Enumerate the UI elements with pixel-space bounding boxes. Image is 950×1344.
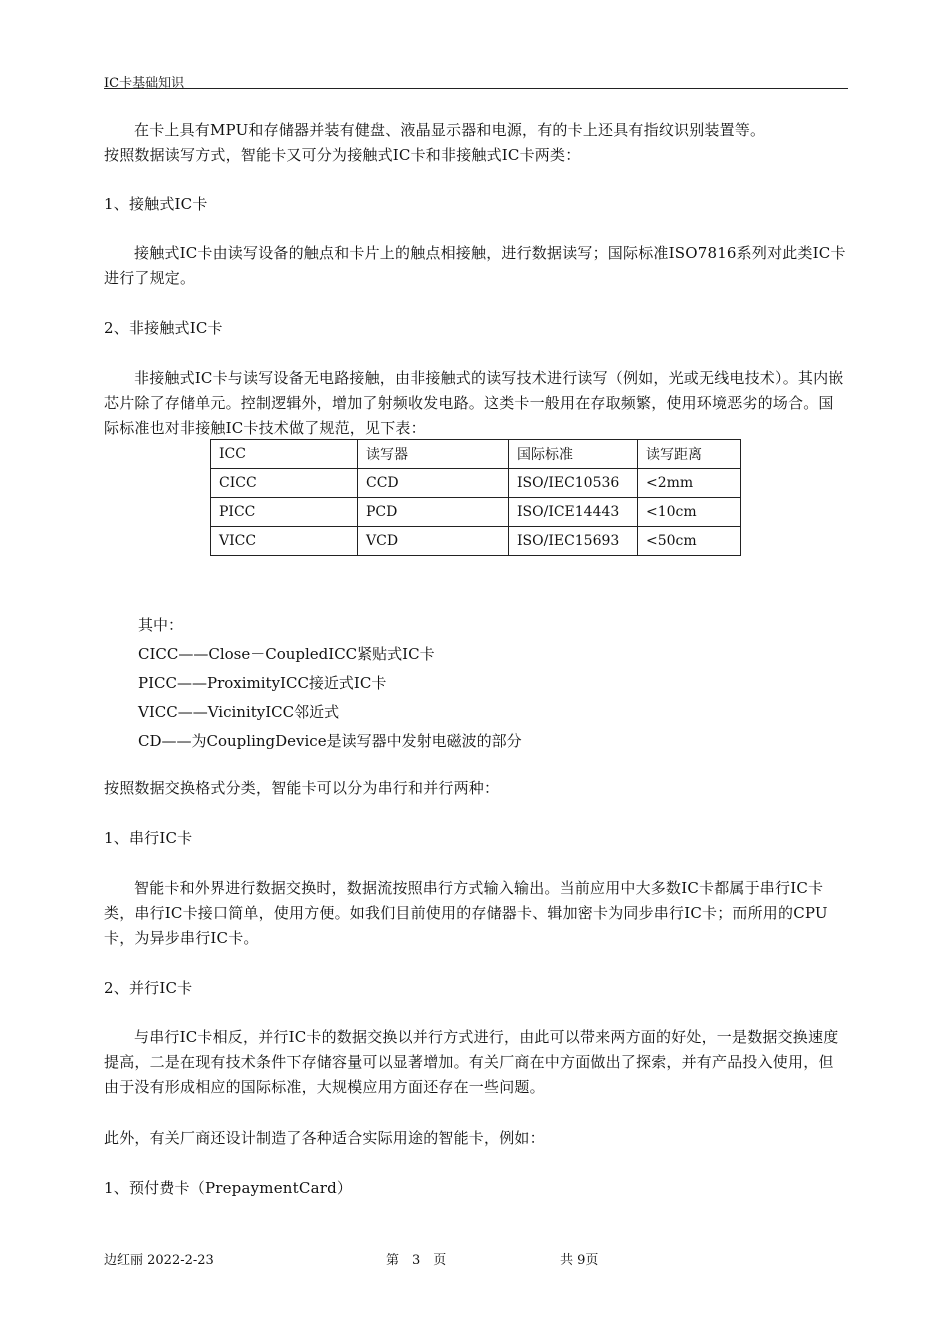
heading-prepayment-card: 1、预付费卡（PrepaymentCard） xyxy=(104,1179,353,1197)
table-cell: <10cm xyxy=(638,498,741,527)
table-cell: CCD xyxy=(358,469,509,498)
table-header-row xyxy=(211,440,741,469)
footer-total-pages: 共 9页 xyxy=(560,1253,599,1268)
table-cell: PICC xyxy=(211,498,358,527)
table-cell: ISO/ICE14443 xyxy=(509,498,638,527)
heading-serial-card: 1、串行IC卡 xyxy=(104,829,193,847)
table-header-cell: 读写器 xyxy=(358,440,509,469)
heading-parallel-card: 2、并行IC卡 xyxy=(104,979,193,997)
list-item: CICC——Close－CoupledICC紧贴式IC卡 xyxy=(138,645,435,663)
table-cell: ISO/IEC15693 xyxy=(509,527,638,556)
table-header-cell: ICC xyxy=(211,440,358,469)
footer-page-number: 第 3 页 xyxy=(386,1253,447,1268)
standards-table xyxy=(210,439,741,556)
heading-noncontact-card: 2、非接触式IC卡 xyxy=(104,319,223,337)
header-title: IC卡基础知识 xyxy=(104,76,185,91)
table-cell: VICC xyxy=(211,527,358,556)
list-item: VICC——VicinityICC邻近式 xyxy=(138,703,340,721)
table-header-cell: 国际标准 xyxy=(509,440,638,469)
header-divider xyxy=(104,88,848,89)
table-cell: ISO/IEC10536 xyxy=(509,469,638,498)
table-cell: <50cm xyxy=(638,527,741,556)
table-cell: PCD xyxy=(358,498,509,527)
paragraph-serial-card: 智能卡和外界进行数据交换时，数据流按照串行方式输入输出。当前应用中大多数IC卡都属于串行IC卡类，串行IC卡接口简单，使用方便。如我们目前使用的存储器卡、辑加密卡为同步串行IC卡；而所用的CPU卡，为异步串行IC卡。 xyxy=(104,879,828,947)
paragraph-other-cards: 此外，有关厂商还设计制造了各种适合实际用途的智能卡，例如： xyxy=(104,1129,545,1147)
table-row xyxy=(211,498,741,527)
paragraph-intro-line1: 在卡上具有MPU和存储器并装有健盘、液晶显示器和电源，有的卡上还具有指纹识别装置等。 xyxy=(134,121,766,139)
table-row xyxy=(211,469,741,498)
notes-intro: 其中： xyxy=(138,616,184,634)
table-cell: <2mm xyxy=(638,469,741,498)
heading-contact-card: 1、接触式IC卡 xyxy=(104,195,208,213)
table-cell: CICC xyxy=(211,469,358,498)
paragraph-exchange-format: 按照数据交换格式分类，智能卡可以分为串行和并行两种： xyxy=(104,779,500,797)
paragraph-intro-line2: 按照数据读写方式，智能卡又可分为接触式IC卡和非接触式IC卡两类： xyxy=(104,146,581,164)
paragraph-contact-card: 接触式IC卡由读写设备的触点和卡片上的触点相接触，进行数据读写；国际标准ISO7816系列对此类IC卡进行了规定。 xyxy=(104,244,846,287)
list-item: PICC——ProximityICC接近式IC卡 xyxy=(138,674,387,692)
paragraph-noncontact-card: 非接触式IC卡与读写设备无电路接触，由非接触式的读写技术进行读写（例如，光或无线电技术）。其内嵌芯片除了存储单元。控制逻辑外，增加了射频收发电路。这类卡一般用在存取频繁，使用环境恶劣的场合。国际标准也对非接触IC卡技术做了规范，见下表： xyxy=(104,369,844,437)
footer-author-date: 边红丽 2022-2-23 xyxy=(104,1253,214,1268)
table-row xyxy=(211,527,741,556)
list-item: CD——为CouplingDevice是读写器中发射电磁波的部分 xyxy=(138,732,522,750)
table-header-cell: 读写距离 xyxy=(638,440,741,469)
table-cell: VCD xyxy=(358,527,509,556)
paragraph-parallel-card: 与串行IC卡相反，并行IC卡的数据交换以并行方式进行，由此可以带来两方面的好处，一是数据交换速度提高，二是在现有技术条件下存储容量可以显著增加。有关厂商在中方面做出了探索，并有产品投入使用，但由于没有形成相应的国际标准，大规模应用方面还存在一些问题。 xyxy=(104,1028,839,1096)
notes-list xyxy=(138,611,522,756)
